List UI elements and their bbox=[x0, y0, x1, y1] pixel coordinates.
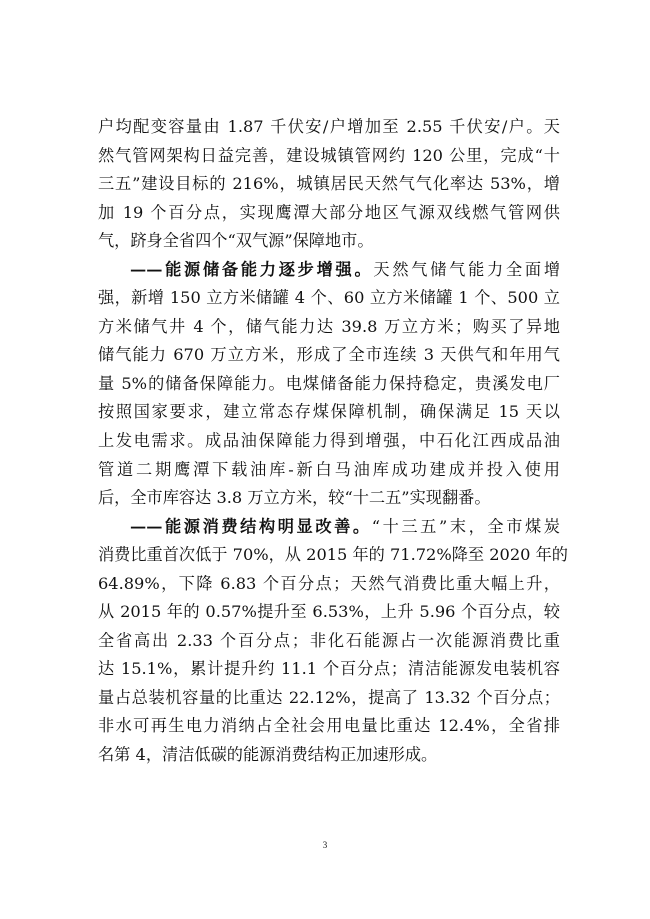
section-heading-energy-reserve: ——能源储备能力逐步增强。 bbox=[130, 259, 374, 279]
text-line bbox=[98, 513, 560, 542]
text-line: 名第 4，清洁低碳的能源消费结构正加速形成。 bbox=[98, 745, 438, 765]
document-body bbox=[98, 113, 568, 770]
text-line: 户均配变容量由 1.87 千伏安/户增加至 2.55 千伏安/户。天 bbox=[98, 117, 560, 136]
text-line: 达 15.1%，累计提升约 11.1 个百分点；清洁能源发电装机容 bbox=[98, 659, 560, 679]
page-number: 3 bbox=[322, 840, 328, 850]
text-line: 64.89%，下降 6.83 个百分点；天然气消费比重大幅上升， bbox=[98, 573, 560, 593]
text-line: 量占总装机容量的比重达 22.12%，提高了 13.32 个百分点； bbox=[98, 687, 560, 707]
text-line: 然气管网架构日益完善，建设城镇管网约 120 公里，完成“十 bbox=[98, 145, 560, 165]
text-line: 储气能力 670 万立方米，形成了全市连续 3 天供气和年用气 bbox=[98, 345, 560, 365]
section-heading-energy-consumption: ——能源消费结构明显改善。 bbox=[130, 516, 372, 536]
text-line bbox=[98, 256, 560, 285]
text-line: 非水可再生电力消纳占全社会用电量比重达 12.4%，全省排 bbox=[98, 716, 560, 736]
text-line: 量 5%的储备保障能力。电煤储备能力保持稳定，贵溪发电厂 bbox=[98, 373, 560, 393]
text-line: 气，跻身全省四个“双气源”保障地市。 bbox=[98, 231, 374, 251]
text-line: 后，全市库容达 3.8 万立方米，较“十二五”实现翻番。 bbox=[98, 488, 491, 508]
text-line: 上发电需求。成品油保障能力得到增强，中石化江西成品油 bbox=[98, 431, 560, 451]
text-line: 按照国家要求，建立常态存煤保障机制，确保满足 15 天以 bbox=[98, 402, 560, 422]
heading-line-text: “十三五”末，全市煤炭 bbox=[371, 516, 560, 536]
paragraph-2 bbox=[98, 256, 560, 513]
text-line: 全省高出 2.33 个百分点；非化石能源占一次能源消费比重 bbox=[98, 630, 560, 650]
text-line: 方米储气井 4 个，储气能力达 39.8 万立方米；购买了异地 bbox=[98, 316, 560, 336]
text-line: 三五”建设目标的 216%，城镇居民天然气气化率达 53%，增 bbox=[98, 174, 560, 194]
text-line: 加 19 个百分点，实现鹰潭大部分地区气源双线燃气管网供 bbox=[98, 202, 560, 222]
paragraph-3 bbox=[98, 513, 568, 770]
text-line: 消费比重首次低于 70%，从 2015 年的 71.72%降至 2020 年的 bbox=[98, 545, 568, 565]
text-line: 强，新增 150 立方米储罐 4 个、60 立方米储罐 1 个、500 立 bbox=[98, 288, 560, 308]
paragraph-1 bbox=[98, 113, 560, 256]
text-line: 从 2015 年的 0.57%提升至 6.53%，上升 5.96 个百分点，较 bbox=[98, 602, 560, 622]
text-line: 管道二期鹰潭下载油库-新白马油库成功建成并投入使用 bbox=[98, 459, 560, 479]
heading-line-text: 天然气储气能力全面增 bbox=[373, 259, 561, 279]
